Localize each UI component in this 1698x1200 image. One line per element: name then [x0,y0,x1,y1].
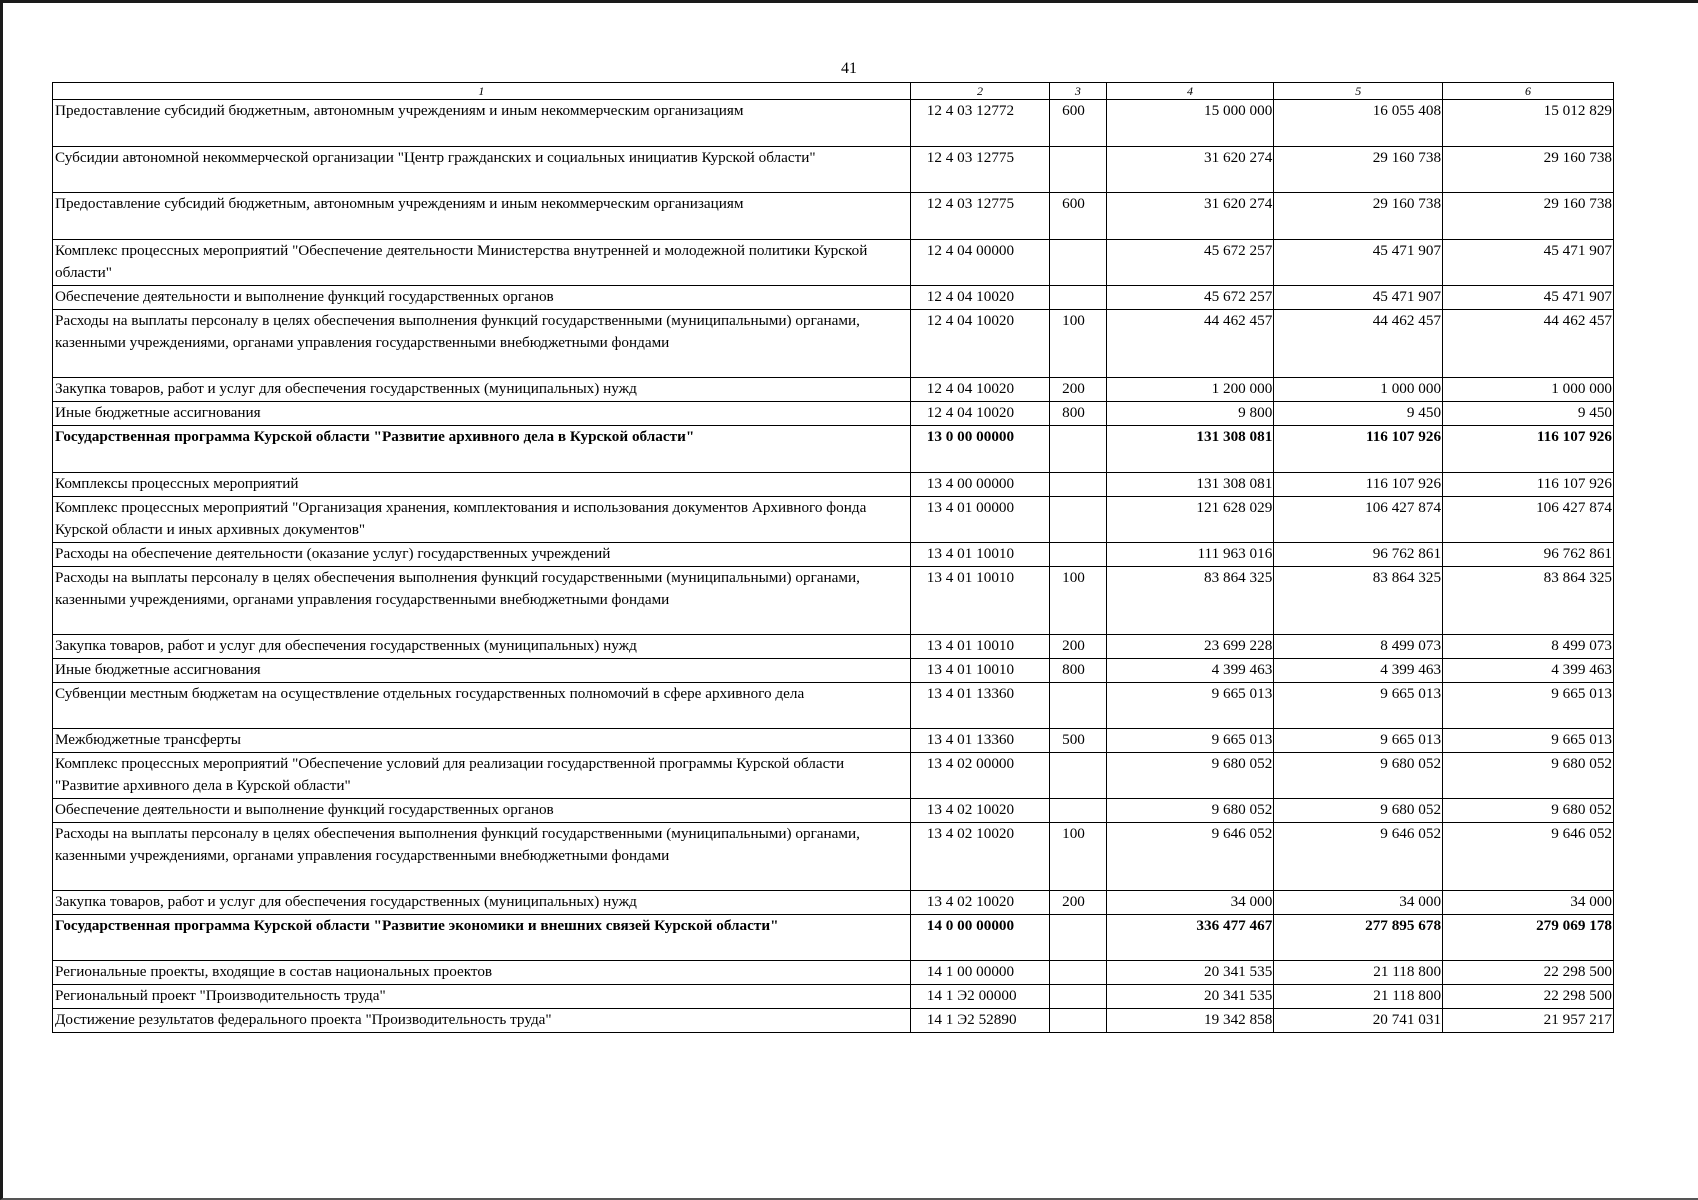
row-expense-type-cell: 100 [1050,567,1107,635]
table-row [53,426,1614,473]
row-amount-col6-cell: 22 298 500 [1443,985,1614,1009]
row-amount-col6-cell: 29 160 738 [1443,147,1614,193]
row-amount-col4-cell: 9 665 013 [1106,683,1274,729]
row-code-cell: 12 4 03 12775 [910,193,1049,240]
row-name-cell: Комплексы процессных мероприятий [53,473,911,497]
row-amount-col6-cell: 9 680 052 [1443,753,1614,799]
row-code-cell: 12 4 04 10020 [910,378,1049,402]
row-amount-col6-cell: 9 646 052 [1443,823,1614,891]
row-amount-col4-cell: 9 800 [1106,402,1274,426]
table-row [53,915,1614,961]
row-name-cell: Государственная программа Курской области "Развитие экономики и внешних связей Курской области" [53,915,911,961]
row-amount-col6-cell: 279 069 178 [1443,915,1614,961]
column-header-1: 1 [53,83,911,100]
row-amount-col4-cell: 9 680 052 [1106,799,1274,823]
row-amount-col6-cell: 45 471 907 [1443,240,1614,286]
row-amount-col5-cell: 106 427 874 [1274,497,1443,543]
column-header-3: 3 [1050,83,1107,100]
row-amount-col6-cell: 9 450 [1443,402,1614,426]
row-amount-col4-cell: 131 308 081 [1106,426,1274,473]
row-amount-col5-cell: 96 762 861 [1274,543,1443,567]
table-row [53,635,1614,659]
table-row [53,683,1614,729]
row-amount-col4-cell: 15 000 000 [1106,100,1274,147]
table-row [53,985,1614,1009]
table-row [53,823,1614,891]
row-name-cell: Комплекс процессных мероприятий "Обеспечение деятельности Министерства внутренней и молодежной политики Курской области" [53,240,911,286]
row-name-cell: Обеспечение деятельности и выполнение функций государственных органов [53,286,911,310]
row-name-cell: Обеспечение деятельности и выполнение функций государственных органов [53,799,911,823]
row-code-cell: 13 4 02 00000 [910,753,1049,799]
row-amount-col4-cell: 31 620 274 [1106,147,1274,193]
row-amount-col5-cell: 9 646 052 [1274,823,1443,891]
row-code-cell: 12 4 04 00000 [910,240,1049,286]
row-name-cell: Комплекс процессных мероприятий "Организация хранения, комплектования и использования документов Архивного фонда Курской области и иных архивных документов" [53,497,911,543]
row-name-cell: Закупка товаров, работ и услуг для обеспечения государственных (муниципальных) нужд [53,635,911,659]
row-code-cell: 12 4 03 12772 [910,100,1049,147]
row-expense-type-cell [1050,286,1107,310]
row-amount-col5-cell: 4 399 463 [1274,659,1443,683]
table-row [53,286,1614,310]
row-code-cell: 12 4 03 12775 [910,147,1049,193]
row-expense-type-cell [1050,915,1107,961]
row-amount-col5-cell: 34 000 [1274,891,1443,915]
column-number-row [53,83,1614,100]
row-amount-col5-cell: 9 680 052 [1274,753,1443,799]
table-row [53,378,1614,402]
table-row [53,402,1614,426]
row-amount-col5-cell: 20 741 031 [1274,1009,1443,1033]
row-amount-col4-cell: 131 308 081 [1106,473,1274,497]
column-header-5: 5 [1274,83,1443,100]
row-amount-col6-cell: 4 399 463 [1443,659,1614,683]
table-row [53,147,1614,193]
row-expense-type-cell [1050,543,1107,567]
row-amount-col6-cell: 34 000 [1443,891,1614,915]
row-code-cell: 14 1 Э2 52890 [910,1009,1049,1033]
row-name-cell: Расходы на выплаты персоналу в целях обеспечения выполнения функций государственными (муниципальными) органами, казенными учреждениями, органами управления государственными внебюджетными фондами [53,567,911,635]
table-row [53,799,1614,823]
table-row [53,961,1614,985]
row-code-cell: 14 1 00 00000 [910,961,1049,985]
row-amount-col5-cell: 21 118 800 [1274,985,1443,1009]
row-name-cell: Иные бюджетные ассигнования [53,402,911,426]
row-expense-type-cell [1050,799,1107,823]
row-amount-col4-cell: 45 672 257 [1106,286,1274,310]
row-amount-col6-cell: 116 107 926 [1443,426,1614,473]
row-amount-col6-cell: 45 471 907 [1443,286,1614,310]
row-expense-type-cell [1050,1009,1107,1033]
row-amount-col4-cell: 4 399 463 [1106,659,1274,683]
row-expense-type-cell: 500 [1050,729,1107,753]
table-row [53,753,1614,799]
row-amount-col5-cell: 9 665 013 [1274,683,1443,729]
table-row [53,729,1614,753]
row-expense-type-cell: 800 [1050,402,1107,426]
row-amount-col5-cell: 1 000 000 [1274,378,1443,402]
row-code-cell: 13 4 02 10020 [910,823,1049,891]
row-amount-col5-cell: 83 864 325 [1274,567,1443,635]
row-amount-col6-cell: 15 012 829 [1443,100,1614,147]
row-name-cell: Субсидии автономной некоммерческой организации "Центр гражданских и социальных инициатив Курской области" [53,147,911,193]
row-name-cell: Иные бюджетные ассигнования [53,659,911,683]
row-amount-col5-cell: 21 118 800 [1274,961,1443,985]
table-row [53,567,1614,635]
budget-table-body [53,83,1614,1033]
row-expense-type-cell: 800 [1050,659,1107,683]
row-code-cell: 13 4 02 10020 [910,799,1049,823]
row-amount-col5-cell: 45 471 907 [1274,240,1443,286]
row-amount-col4-cell: 31 620 274 [1106,193,1274,240]
row-code-cell: 13 4 01 13360 [910,729,1049,753]
row-code-cell: 12 4 04 10020 [910,310,1049,378]
row-expense-type-cell: 200 [1050,378,1107,402]
row-expense-type-cell [1050,497,1107,543]
table-row [53,193,1614,240]
row-amount-col4-cell: 20 341 535 [1106,961,1274,985]
column-header-2: 2 [910,83,1049,100]
row-amount-col6-cell: 9 665 013 [1443,683,1614,729]
row-code-cell: 13 4 00 00000 [910,473,1049,497]
row-name-cell: Региональные проекты, входящие в состав национальных проектов [53,961,911,985]
row-amount-col5-cell: 8 499 073 [1274,635,1443,659]
row-amount-col6-cell: 8 499 073 [1443,635,1614,659]
table-row [53,240,1614,286]
row-amount-col4-cell: 45 672 257 [1106,240,1274,286]
row-code-cell: 13 4 01 10010 [910,659,1049,683]
row-amount-col5-cell: 277 895 678 [1274,915,1443,961]
page-number: 41 [841,60,857,77]
row-amount-col5-cell: 116 107 926 [1274,473,1443,497]
row-name-cell: Закупка товаров, работ и услуг для обеспечения государственных (муниципальных) нужд [53,891,911,915]
row-code-cell: 13 4 01 10010 [910,543,1049,567]
row-amount-col6-cell: 83 864 325 [1443,567,1614,635]
row-name-cell: Достижение результатов федерального проекта "Производительность труда" [53,1009,911,1033]
row-amount-col5-cell: 29 160 738 [1274,147,1443,193]
row-name-cell: Государственная программа Курской области "Развитие архивного дела в Курской области" [53,426,911,473]
table-row [53,659,1614,683]
row-expense-type-cell: 200 [1050,891,1107,915]
table-row [53,310,1614,378]
row-amount-col4-cell: 83 864 325 [1106,567,1274,635]
row-amount-col5-cell: 116 107 926 [1274,426,1443,473]
row-code-cell: 12 4 04 10020 [910,286,1049,310]
row-amount-col6-cell: 44 462 457 [1443,310,1614,378]
row-code-cell: 14 0 00 00000 [910,915,1049,961]
row-amount-col4-cell: 121 628 029 [1106,497,1274,543]
row-code-cell: 13 0 00 00000 [910,426,1049,473]
row-name-cell: Расходы на обеспечение деятельности (оказание услуг) государственных учреждений [53,543,911,567]
table-row [53,543,1614,567]
row-expense-type-cell [1050,147,1107,193]
row-expense-type-cell [1050,426,1107,473]
row-amount-col6-cell: 106 427 874 [1443,497,1614,543]
row-amount-col5-cell: 45 471 907 [1274,286,1443,310]
row-amount-col5-cell: 9 665 013 [1274,729,1443,753]
row-expense-type-cell [1050,683,1107,729]
row-amount-col5-cell: 16 055 408 [1274,100,1443,147]
row-expense-type-cell: 100 [1050,823,1107,891]
row-expense-type-cell [1050,753,1107,799]
row-amount-col4-cell: 9 680 052 [1106,753,1274,799]
row-name-cell: Субвенции местным бюджетам на осуществление отдельных государственных полномочий в сфере архивного дела [53,683,911,729]
row-amount-col6-cell: 9 665 013 [1443,729,1614,753]
row-name-cell: Расходы на выплаты персоналу в целях обеспечения выполнения функций государственными (муниципальными) органами, казенными учреждениями, органами управления государственными внебюджетными фондами [53,310,911,378]
row-amount-col6-cell: 21 957 217 [1443,1009,1614,1033]
table-row [53,100,1614,147]
row-amount-col4-cell: 34 000 [1106,891,1274,915]
row-amount-col4-cell: 9 646 052 [1106,823,1274,891]
column-header-4: 4 [1106,83,1274,100]
row-amount-col4-cell: 111 963 016 [1106,543,1274,567]
row-amount-col4-cell: 20 341 535 [1106,985,1274,1009]
row-name-cell: Закупка товаров, работ и услуг для обеспечения государственных (муниципальных) нужд [53,378,911,402]
row-expense-type-cell [1050,240,1107,286]
row-amount-col5-cell: 9 680 052 [1274,799,1443,823]
table-row [53,473,1614,497]
row-name-cell: Межбюджетные трансферты [53,729,911,753]
table-row [53,1009,1614,1033]
row-name-cell: Предоставление субсидий бюджетным, автономным учреждениям и иным некоммерческим организациям [53,100,911,147]
row-amount-col4-cell: 44 462 457 [1106,310,1274,378]
row-code-cell: 13 4 01 13360 [910,683,1049,729]
row-name-cell: Расходы на выплаты персоналу в целях обеспечения выполнения функций государственными (муниципальными) органами, казенными учреждениями, органами управления государственными внебюджетными фондами [53,823,911,891]
row-amount-col6-cell: 9 680 052 [1443,799,1614,823]
table-row [53,497,1614,543]
row-code-cell: 13 4 01 00000 [910,497,1049,543]
row-amount-col6-cell: 29 160 738 [1443,193,1614,240]
column-header-6: 6 [1443,83,1614,100]
row-amount-col4-cell: 23 699 228 [1106,635,1274,659]
row-expense-type-cell: 100 [1050,310,1107,378]
row-amount-col5-cell: 9 450 [1274,402,1443,426]
row-code-cell: 12 4 04 10020 [910,402,1049,426]
row-amount-col6-cell: 116 107 926 [1443,473,1614,497]
row-name-cell: Региональный проект "Производительность труда" [53,985,911,1009]
row-expense-type-cell [1050,961,1107,985]
row-name-cell: Предоставление субсидий бюджетным, автономным учреждениям и иным некоммерческим организациям [53,193,911,240]
row-expense-type-cell [1050,473,1107,497]
row-code-cell: 13 4 01 10010 [910,567,1049,635]
row-amount-col6-cell: 1 000 000 [1443,378,1614,402]
row-expense-type-cell: 200 [1050,635,1107,659]
row-code-cell: 14 1 Э2 00000 [910,985,1049,1009]
row-amount-col6-cell: 96 762 861 [1443,543,1614,567]
row-amount-col5-cell: 44 462 457 [1274,310,1443,378]
row-code-cell: 13 4 02 10020 [910,891,1049,915]
row-expense-type-cell: 600 [1050,193,1107,240]
row-amount-col4-cell: 1 200 000 [1106,378,1274,402]
row-code-cell: 13 4 01 10010 [910,635,1049,659]
row-amount-col5-cell: 29 160 738 [1274,193,1443,240]
row-amount-col4-cell: 19 342 858 [1106,1009,1274,1033]
table-row [53,891,1614,915]
row-amount-col6-cell: 22 298 500 [1443,961,1614,985]
row-name-cell: Комплекс процессных мероприятий "Обеспечение условий для реализации государственной программы Курской области "Развитие архивного дела в Курской области" [53,753,911,799]
row-expense-type-cell: 600 [1050,100,1107,147]
budget-table [52,82,1614,1033]
row-amount-col4-cell: 336 477 467 [1106,915,1274,961]
row-expense-type-cell [1050,985,1107,1009]
row-amount-col4-cell: 9 665 013 [1106,729,1274,753]
